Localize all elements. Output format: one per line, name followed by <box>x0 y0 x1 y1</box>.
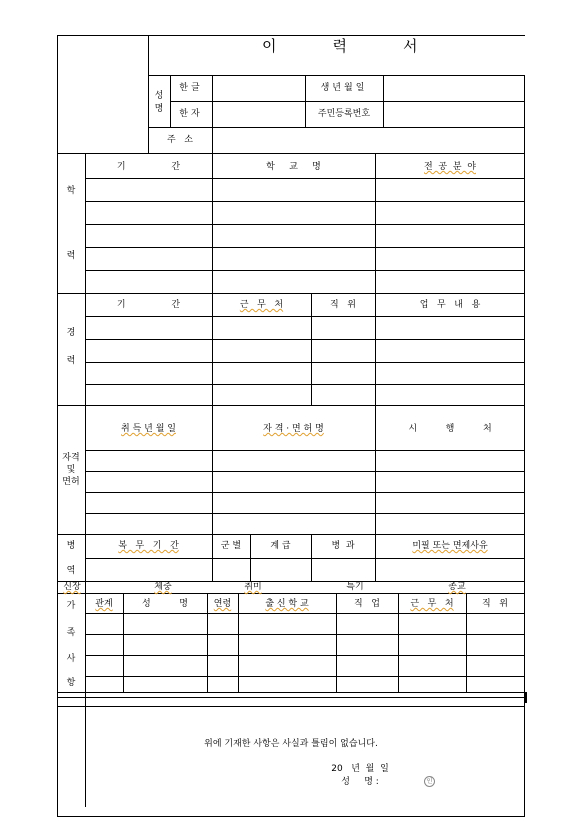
hangul-label: 한글 <box>179 83 203 93</box>
specialty-label: 특기 <box>346 582 364 592</box>
signer-name-label: 성 명 : <box>341 777 379 787</box>
military-branch-header: 군 별 <box>220 541 242 551</box>
signature-date: 20 년 월 일 <box>331 764 389 774</box>
family-relation-header: 관계 <box>95 599 113 609</box>
family-side-4: 항 <box>66 678 76 688</box>
license-date-header: 취 득 년 월 일 <box>121 424 176 434</box>
military-side-2: 역 <box>66 566 76 576</box>
birthdate-label: 생년월일 <box>320 83 368 93</box>
family-name-header: 성 명 <box>142 599 188 609</box>
family-side-1: 가 <box>66 601 76 611</box>
career-position-header: 직 위 <box>330 300 356 310</box>
weight-label: 체중 <box>154 582 172 592</box>
license-name-header: 자 격 · 면 허 명 <box>263 424 324 434</box>
edu-major-header: 전 공 분 야 <box>424 162 476 172</box>
address-label: 주 소 <box>167 135 193 145</box>
hobby-label: 취미 <box>244 582 262 592</box>
military-specialty-header: 병 과 <box>331 541 355 551</box>
id-number-label: 주민등록번호 <box>317 109 371 119</box>
family-side-3: 사 <box>66 654 76 664</box>
military-side-1: 병 <box>66 541 76 551</box>
military-period-header: 복 무 기 간 <box>118 541 179 551</box>
education-side-2: 력 <box>66 251 76 261</box>
career-period-header: 기 간 <box>116 300 181 310</box>
family-side-2: 족 <box>66 628 76 638</box>
declaration-statement: 위에 기재한 사항은 사실과 틀림이 없습니다. <box>204 739 378 749</box>
page-title: 이 력 서 <box>262 37 418 55</box>
family-job-header: 직 업 <box>354 599 380 609</box>
military-rank-header: 계 급 <box>270 541 291 551</box>
career-duties-header: 업 무 내 용 <box>419 300 481 310</box>
family-age-header: 연령 <box>213 599 232 609</box>
license-side: 자격 및 면허 <box>62 453 80 487</box>
name-label: 성명 <box>154 91 164 114</box>
family-position-header: 직 위 <box>482 599 508 609</box>
career-side-2: 력 <box>66 356 76 366</box>
license-issuer-header: 시 행 처 <box>408 424 492 434</box>
career-side-1: 경 <box>66 328 76 338</box>
education-side-1: 학 <box>66 186 76 196</box>
military-exemption-header: 미필 또는 면제사유 <box>412 541 488 551</box>
edu-period-header: 기 간 <box>116 162 181 172</box>
seal-mark: 인 <box>424 776 435 787</box>
edu-school-header: 학 교 명 <box>266 162 321 172</box>
career-company-header: 근 무 처 <box>239 300 284 310</box>
height-label: 신장 <box>63 582 81 592</box>
hanja-label: 한자 <box>179 109 203 119</box>
family-school-header: 출 신 학 교 <box>265 599 309 609</box>
family-company-header: 근 무 처 <box>410 599 454 609</box>
religion-label: 종교 <box>448 582 466 592</box>
